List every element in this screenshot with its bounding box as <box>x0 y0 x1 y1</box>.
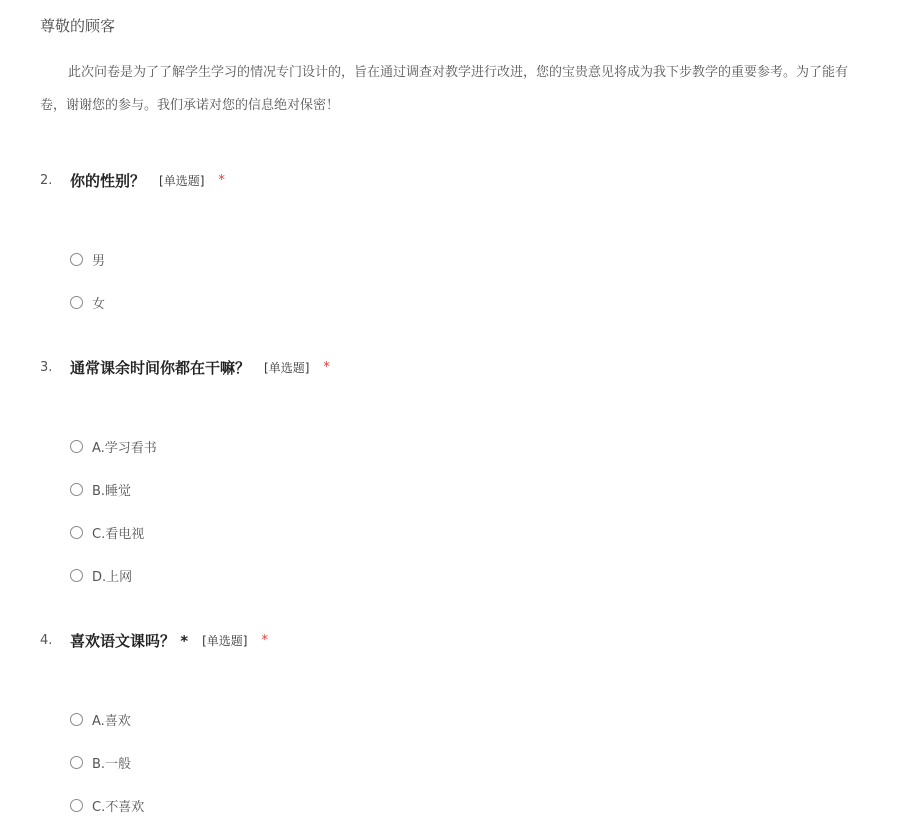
option-like[interactable] <box>70 698 268 741</box>
question-number: 4. <box>40 632 53 648</box>
intro-line-1: 此次问卷是为了了解学生学习的情况专门设计的，旨在通过调查对教学进行改进，您的宝贵意见将成为我下步教学的重要参考。为了能有 <box>68 65 849 80</box>
survey-intro-title: 尊敬的顾客 <box>40 17 116 35</box>
radio-button[interactable] <box>70 296 83 309</box>
option-list <box>70 698 268 827</box>
question-free-time <box>40 356 330 597</box>
intro-line-2: 卷，谢谢您的参与。我们承诺对您的信息绝对保密！ <box>40 98 340 113</box>
question-type-label: [单选题] <box>202 633 248 648</box>
survey-intro-text <box>40 56 920 122</box>
radio-button[interactable] <box>70 526 83 539</box>
required-marker: * <box>218 172 225 188</box>
question-type-label: [单选题] <box>159 173 205 188</box>
question-header <box>40 356 330 378</box>
question-title: 喜欢语文课吗？ * <box>70 631 189 650</box>
question-title: 你的性别？ <box>70 171 146 190</box>
option-label: D.上网 <box>92 570 133 585</box>
radio-button[interactable] <box>70 253 83 266</box>
option-list <box>70 425 330 597</box>
option-sleep[interactable] <box>70 468 330 511</box>
radio-button[interactable] <box>70 799 83 812</box>
question-number: 3. <box>40 359 53 375</box>
option-male[interactable] <box>70 238 225 281</box>
required-marker: * <box>323 359 330 375</box>
radio-button[interactable] <box>70 713 83 726</box>
question-header <box>40 169 225 191</box>
option-label: B.睡觉 <box>92 484 132 499</box>
option-dislike[interactable] <box>70 784 268 827</box>
option-list <box>70 238 225 324</box>
option-label: B.一般 <box>92 757 132 772</box>
option-internet[interactable] <box>70 554 330 597</box>
option-label: 男 <box>92 254 106 269</box>
option-label: A.学习看书 <box>92 441 157 456</box>
question-number: 2. <box>40 172 53 188</box>
required-marker: * <box>261 632 268 648</box>
option-label: 女 <box>92 297 106 312</box>
option-female[interactable] <box>70 281 225 324</box>
question-chinese-class <box>40 629 268 827</box>
radio-button[interactable] <box>70 756 83 769</box>
question-title: 通常课余时间你都在干嘛？ <box>70 358 251 377</box>
option-label: C.不喜欢 <box>92 800 145 815</box>
option-label: C.看电视 <box>92 527 145 542</box>
option-study[interactable] <box>70 425 330 468</box>
radio-button[interactable] <box>70 569 83 582</box>
radio-button[interactable] <box>70 483 83 496</box>
question-gender <box>40 169 225 324</box>
option-tv[interactable] <box>70 511 330 554</box>
question-type-label: [单选题] <box>264 360 310 375</box>
option-neutral[interactable] <box>70 741 268 784</box>
option-label: A.喜欢 <box>92 714 131 729</box>
question-header <box>40 629 268 651</box>
radio-button[interactable] <box>70 440 83 453</box>
